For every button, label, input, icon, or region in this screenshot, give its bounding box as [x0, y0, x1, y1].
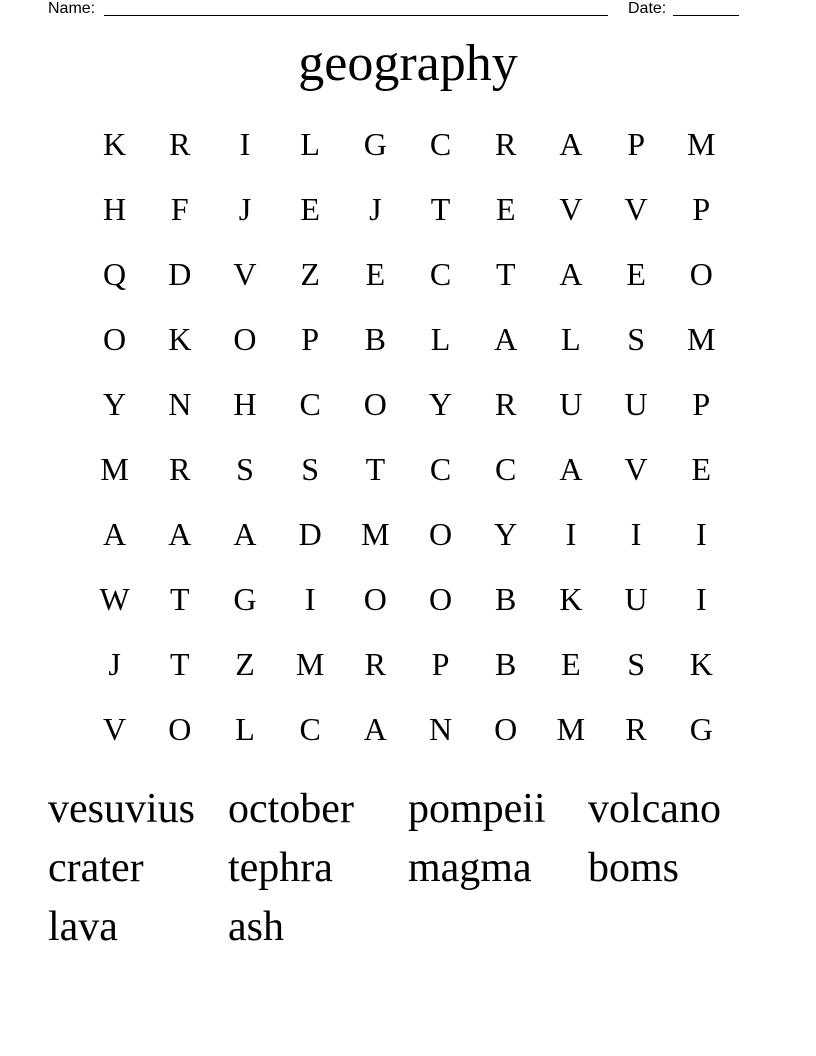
grid-cell: I [695, 516, 707, 552]
grid-cell: V [233, 256, 257, 292]
grid-cell: Z [235, 646, 255, 682]
grid-cell: D [168, 256, 192, 292]
grid-cell: A [233, 516, 257, 552]
grid-cell: S [236, 451, 254, 487]
grid-cell: R [495, 126, 517, 162]
grid-cell: K [103, 126, 127, 162]
grid-cell: K [689, 646, 713, 682]
word-list-item: boms [588, 845, 680, 891]
grid-cell: A [494, 321, 518, 357]
grid-cell: R [625, 711, 647, 747]
grid-cell: E [365, 256, 386, 292]
grid-cell: O [233, 321, 257, 357]
grid-cell: V [624, 191, 648, 227]
header-row [48, 0, 748, 20]
grid-cell: H [103, 191, 127, 227]
word-list-item: crater [48, 845, 144, 891]
grid-cell: C [429, 451, 452, 487]
grid-cell: H [233, 386, 257, 422]
grid-cell: B [495, 581, 517, 617]
grid-cell: C [299, 711, 321, 747]
grid-cell: P [431, 646, 450, 682]
grid-cell: M [295, 646, 325, 682]
grid-cell: I [304, 581, 316, 617]
grid-cell: O [428, 581, 453, 617]
grid-cell: J [108, 646, 121, 682]
grid-cell: E [300, 191, 320, 227]
grid-cell: T [365, 451, 386, 487]
grid-cell: J [238, 191, 252, 227]
grid-cell: Z [300, 256, 320, 292]
name-label: Name: [48, 0, 96, 17]
grid-cell: K [168, 321, 192, 357]
grid-cell: T [430, 191, 451, 227]
word-list-item: pompeii [408, 786, 546, 832]
grid-cell: A [363, 711, 387, 747]
word-list-item: tephra [228, 845, 333, 891]
grid-cell: C [429, 126, 452, 162]
grid-cell: M [687, 321, 716, 357]
grid-cell: S [301, 451, 320, 487]
grid-cell: M [687, 126, 716, 162]
grid-cell: O [494, 711, 518, 747]
page-title: geography [298, 35, 518, 92]
grid-cell: I [630, 516, 642, 552]
date-label: Date: [628, 0, 667, 17]
grid-cell: L [300, 126, 320, 162]
grid-cell: R [495, 386, 517, 422]
grid-cell: O [363, 386, 387, 422]
grid-cell: B [495, 646, 517, 682]
grid-cell: T [170, 581, 190, 617]
grid-cell: N [168, 386, 192, 422]
grid-cell: P [692, 191, 711, 227]
name-blank-line [104, 0, 608, 16]
grid-cell: J [369, 191, 382, 227]
grid-cell: S [627, 646, 645, 682]
grid-cell: Y [103, 386, 127, 422]
grid-cell: A [559, 451, 583, 487]
grid-cell: Y [494, 516, 518, 552]
grid-cell: A [168, 516, 192, 552]
grid-cell: M [361, 516, 390, 552]
grid-cell: G [233, 581, 257, 617]
grid-cell: E [495, 191, 516, 227]
word-list-item: vesuvius [48, 786, 195, 832]
grid-cell: C [495, 451, 517, 487]
grid-cell: V [559, 191, 583, 227]
grid-cell: M [556, 711, 586, 747]
grid-cell: G [363, 126, 387, 162]
grid-cell: T [170, 646, 190, 682]
word-list [48, 780, 768, 957]
grid-cell: V [624, 451, 648, 487]
grid-cell: C [299, 386, 321, 422]
grid-cell: A [559, 126, 583, 162]
grid-cell: I [239, 126, 251, 162]
grid-cell: O [689, 256, 713, 292]
grid-cell: O [168, 711, 192, 747]
grid-cell: O [428, 516, 453, 552]
grid-cell: W [99, 581, 130, 617]
word-list-item: october [228, 786, 354, 832]
grid-cell: Y [428, 386, 453, 422]
grid-cell: G [689, 711, 713, 747]
grid-cell: L [561, 321, 581, 357]
grid-cell: U [624, 386, 648, 422]
grid-cell: K [559, 581, 583, 617]
grid-cell: P [301, 321, 320, 357]
grid-cell: L [235, 711, 255, 747]
grid-cell: A [103, 516, 127, 552]
grid-cell: O [103, 321, 127, 357]
date-blank-line [673, 0, 739, 16]
grid-cell: T [495, 256, 516, 292]
grid-cell: A [559, 256, 583, 292]
grid-cell: I [565, 516, 577, 552]
grid-cell: U [624, 581, 648, 617]
grid-cell: F [170, 191, 189, 227]
grid-cell: M [100, 451, 129, 487]
grid-cell: R [169, 126, 191, 162]
grid-cell: Q [103, 256, 127, 292]
grid-cell: R [364, 646, 387, 682]
grid-cell: L [430, 321, 451, 357]
grid-cell: P [692, 386, 711, 422]
grid-cell: C [429, 256, 452, 292]
word-list-item: volcano [588, 786, 721, 832]
grid-cell: N [428, 711, 453, 747]
word-list-item: lava [48, 904, 118, 950]
grid-cell: P [627, 126, 645, 162]
grid-cell: D [298, 516, 322, 552]
grid-cell: U [559, 386, 583, 422]
word-search-grid [82, 112, 734, 762]
grid-cell: B [364, 321, 387, 357]
grid-cell: E [561, 646, 581, 682]
word-list-item: magma [408, 845, 532, 891]
grid-cell: E [626, 256, 646, 292]
grid-cell: R [169, 451, 191, 487]
word-list-item: ash [228, 904, 284, 950]
grid-cell: E [691, 451, 712, 487]
grid-cell: V [103, 711, 127, 747]
grid-cell: I [695, 581, 707, 617]
grid-cell: O [363, 581, 387, 617]
grid-cell: S [627, 321, 645, 357]
